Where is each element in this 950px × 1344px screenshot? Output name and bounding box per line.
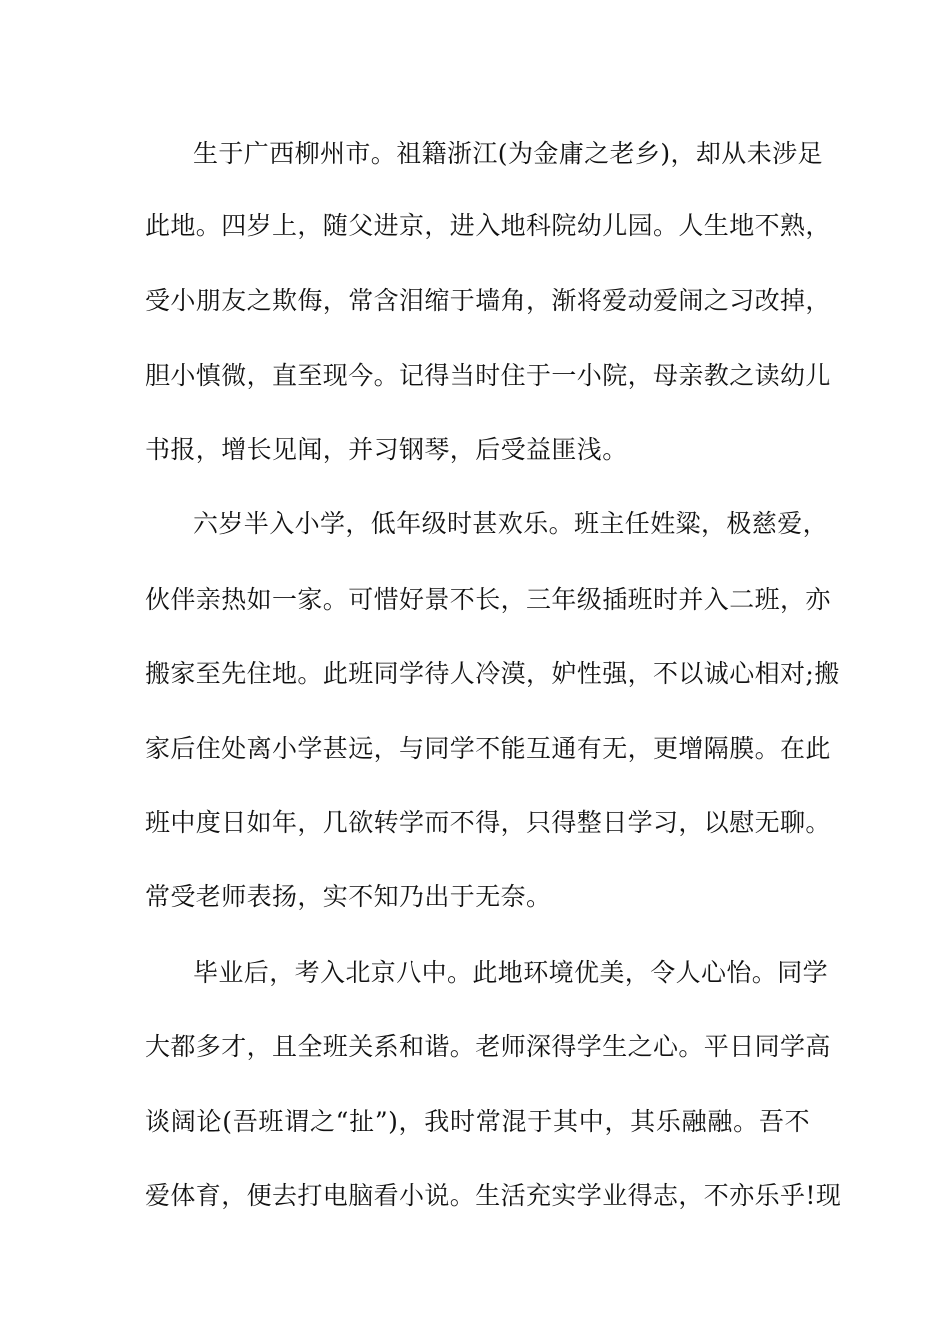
paragraph-3-line-1: 毕业后，考入北京八中。此地环境优美，令人心怡。同学 [193, 958, 829, 987]
paragraph-1-line-3: 受小朋友之欺侮，常含泪缩于墙角，渐将爱动爱闹之习改掉， [145, 286, 831, 315]
paragraph-2-line-1: 六岁半入小学，低年级时甚欢乐。班主任姓粱，极慈爱， [193, 509, 829, 538]
paragraph-3-line-3: 谈阔论(吾班谓之“扯”)，我时常混于其中，其乐融融。吾不 [145, 1107, 810, 1136]
paragraph-3-line-4: 爱体育，便去打电脑看小说。生活充实学业得志，不亦乐乎!现 [145, 1181, 842, 1210]
paragraph-1-line-5: 书报，增长见闻，并习钢琴，后受益匪浅。 [145, 435, 628, 464]
paragraph-2-line-5: 班中度日如年，几欲转学而不得，只得整日学习，以慰无聊。 [145, 808, 831, 837]
paragraph-2-line-4: 家后住处离小学甚远，与同学不能互通有无，更增隔膜。在此 [145, 734, 831, 763]
paragraph-1-line-4: 胆小慎微，直至现今。记得当时住于一小院，母亲教之读幼儿 [145, 361, 831, 390]
paragraph-1-line-2: 此地。四岁上，随父进京，进入地科院幼儿园。人生地不熟， [145, 211, 831, 240]
paragraph-3-line-2: 大都多才，且全班关系和谐。老师深得学生之心。平日同学高 [145, 1032, 831, 1061]
paragraph-1-line-1: 生于广西柳州市。祖籍浙江(为金庸之老乡)，却从未涉足 [193, 139, 823, 168]
paragraph-2-line-3: 搬家至先住地。此班同学待人冷漠，妒性强，不以诚心相对;搬 [145, 659, 840, 688]
paragraph-2-line-2: 伙伴亲热如一家。可惜好景不长，三年级插班时并入二班，亦 [145, 585, 831, 614]
paragraph-2-line-6: 常受老师表扬，实不知乃出于无奈。 [145, 882, 552, 911]
